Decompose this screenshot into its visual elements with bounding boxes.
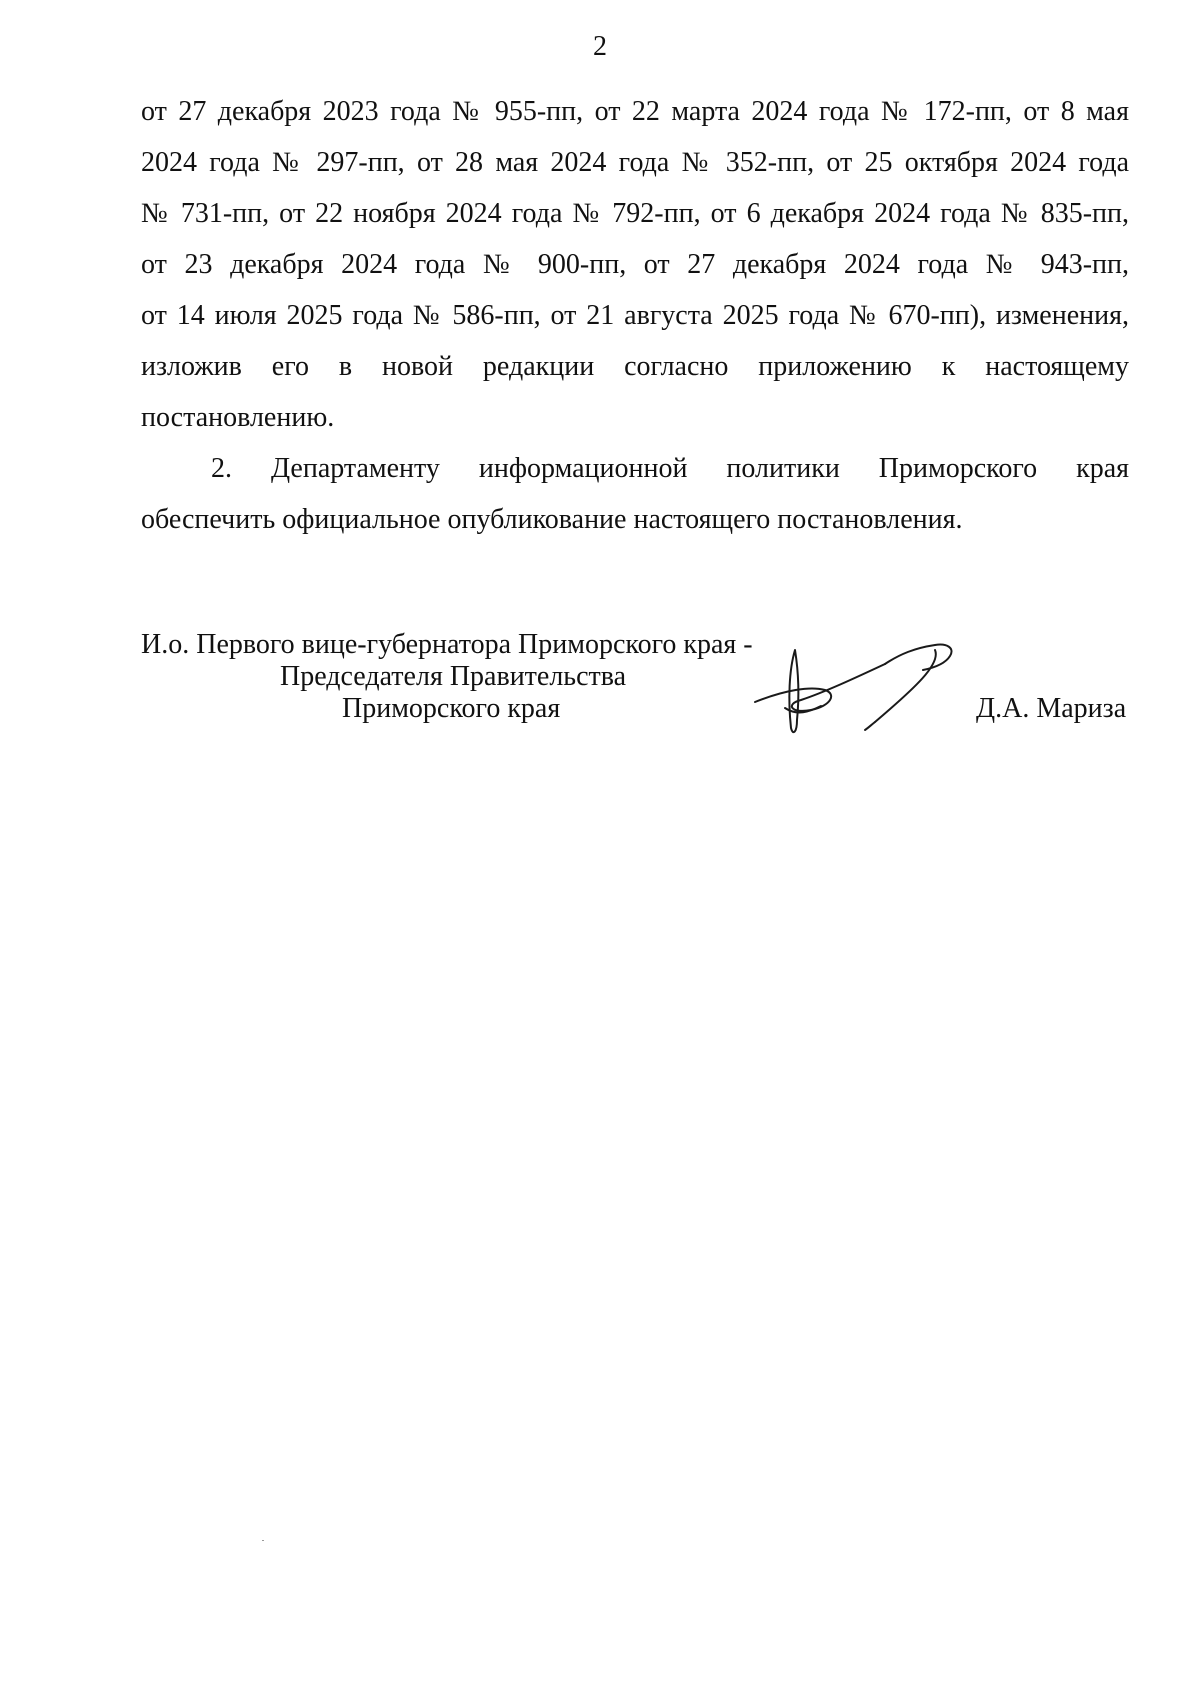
- paragraph-1-line-2: 2024 года № 297-пп, от 28 мая 2024 года № 352-пп, от 25 октября 2024 года: [141, 147, 1129, 178]
- signature-title-line-2: Председателя Правительства: [280, 661, 627, 692]
- paragraph-1-line-1: от 27 декабря 2023 года № 955-пп, от 22 марта 2024 года № 172-пп, от 8 мая: [141, 96, 1129, 127]
- signature-title-line-1: И.о. Первого вице-губернатора Приморского края -: [141, 629, 753, 660]
- paragraph-2-line-2: обеспечить официальное опубликование настоящего постановления.: [141, 504, 963, 535]
- page-number: 2: [593, 31, 607, 62]
- signatory-name: Д.А. Мариза: [976, 693, 1127, 724]
- paragraph-1-line-4: от 23 декабря 2024 года № 900-пп, от 27 декабря 2024 года № 943-пп,: [141, 249, 1129, 280]
- scan-speck: [262, 1540, 264, 1541]
- paragraph-1-line-5: от 14 июля 2025 года № 586-пп, от 21 августа 2025 года № 670-пп), изменения,: [141, 300, 1129, 331]
- paragraph-2-line-1: 2. Департаменту информационной политики Приморского края: [211, 453, 1129, 484]
- signature-title-line-3: Приморского края: [342, 693, 561, 724]
- paragraph-1-line-6: изложив его в новой редакции согласно приложению к настоящему: [141, 351, 1129, 382]
- handwritten-signature: [745, 620, 970, 740]
- paragraph-1-line-7: постановлению.: [141, 402, 335, 433]
- paragraph-1-line-3: № 731-пп, от 22 ноября 2024 года № 792-пп, от 6 декабря 2024 года № 835-пп,: [141, 198, 1129, 229]
